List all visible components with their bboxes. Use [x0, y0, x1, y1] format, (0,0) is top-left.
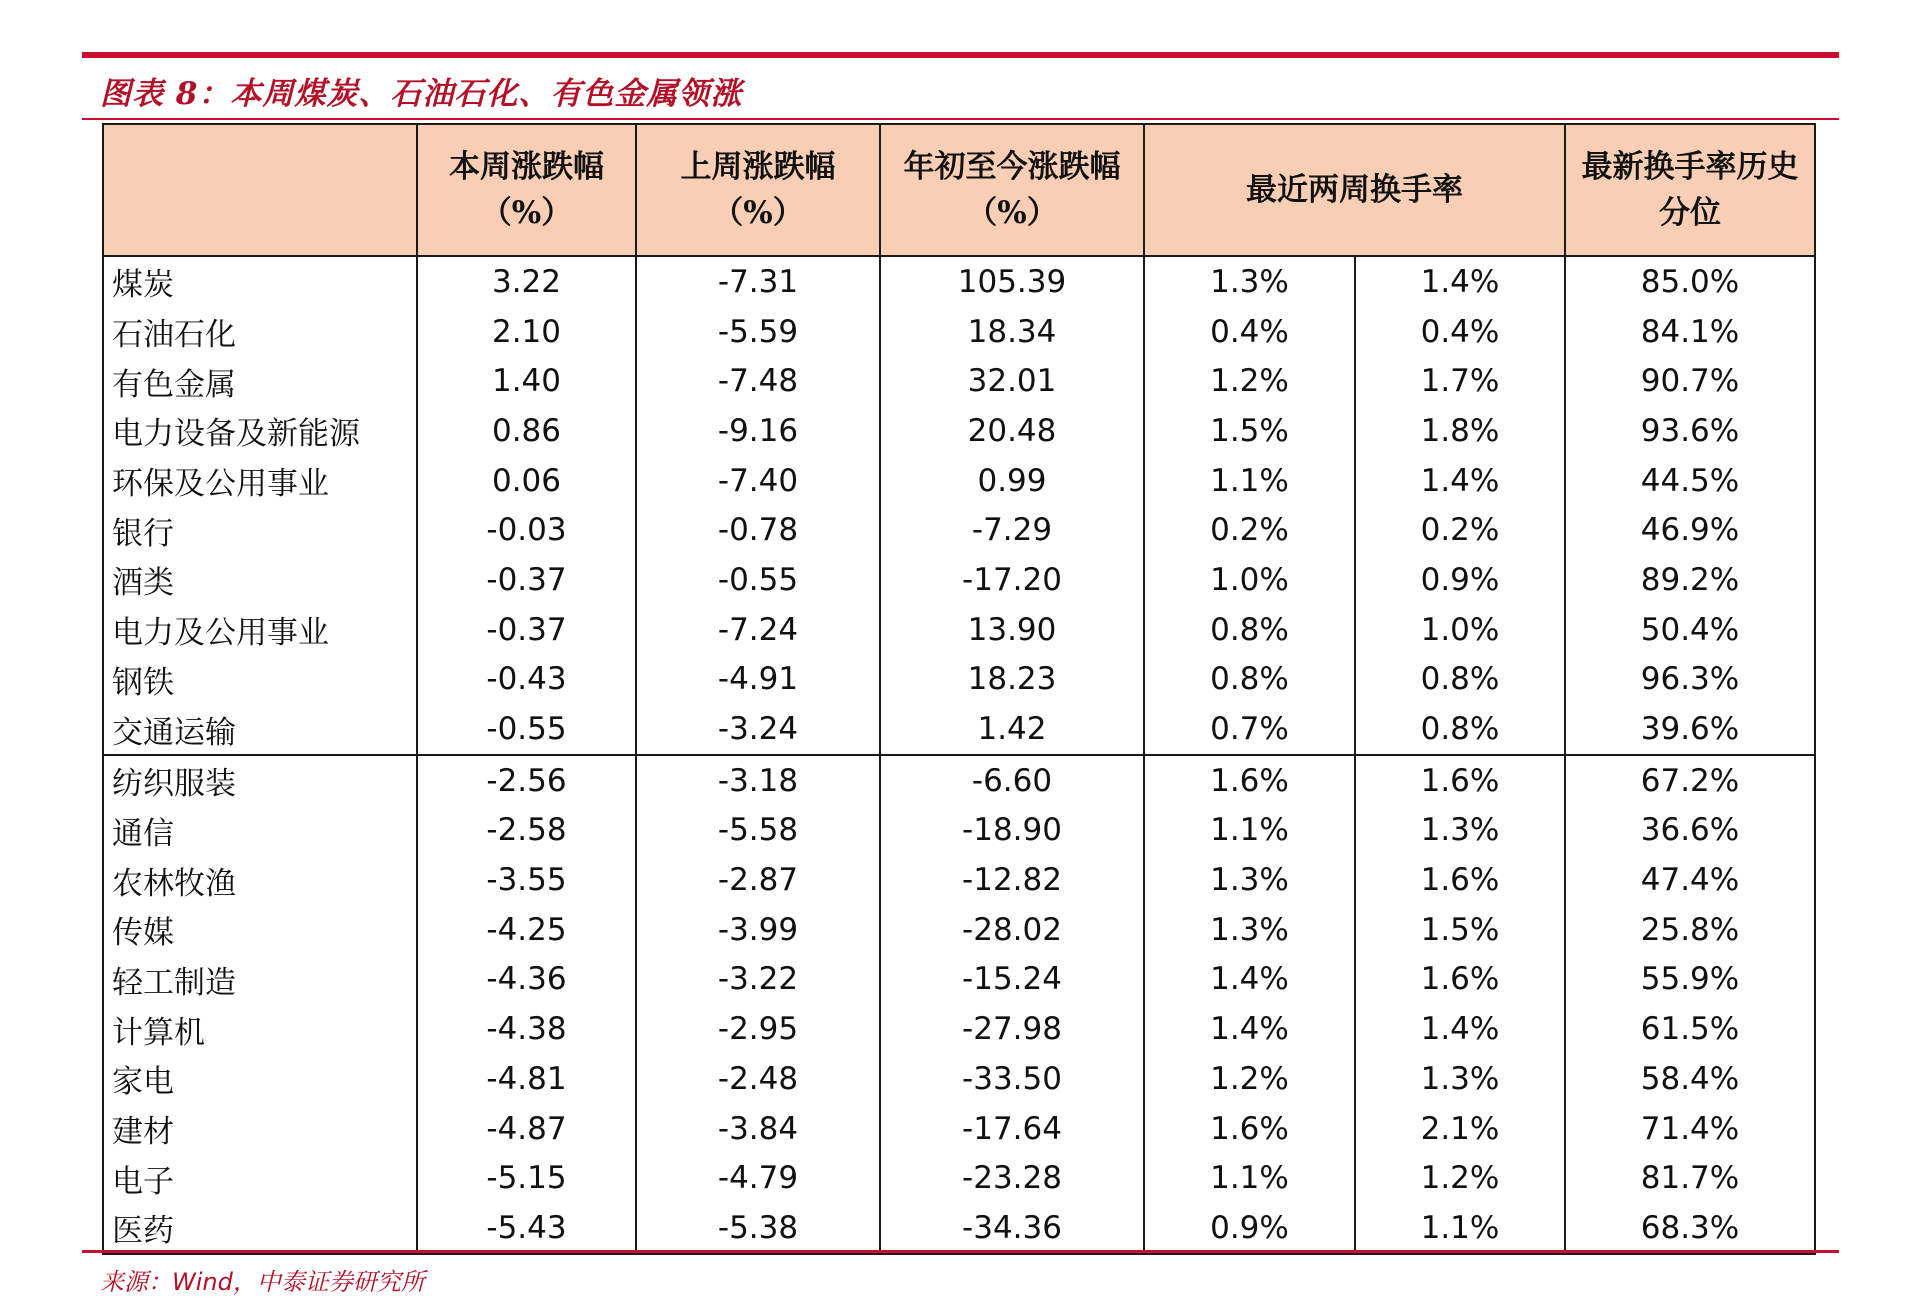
cell-last-week-change: -7.48: [636, 356, 880, 406]
cell-turnover-prev-week: 1.4%: [1144, 955, 1355, 1005]
cell-sector-name: 建材: [103, 1104, 417, 1154]
cell-last-week-change: -0.55: [636, 555, 880, 605]
cell-last-week-change: -5.58: [636, 806, 880, 856]
cell-sector-name: 计算机: [103, 1004, 417, 1054]
cell-turnover-this-week: 1.4%: [1355, 1004, 1565, 1054]
cell-turnover-this-week: 0.8%: [1355, 655, 1565, 705]
header-last-week-change: 上周涨跌幅（%）: [636, 124, 880, 256]
table-row: [103, 1004, 1815, 1054]
caption-rule: [82, 118, 1839, 120]
cell-turnover-prev-week: 0.7%: [1144, 704, 1355, 755]
cell-turnover-prev-week: 0.8%: [1144, 605, 1355, 655]
cell-turnover-percentile: 25.8%: [1565, 905, 1815, 955]
cell-last-week-change: -5.38: [636, 1203, 880, 1254]
cell-turnover-percentile: 50.4%: [1565, 605, 1815, 655]
cell-turnover-percentile: 47.4%: [1565, 855, 1815, 905]
cell-week-change: -4.81: [417, 1054, 636, 1104]
cell-week-change: -5.15: [417, 1153, 636, 1203]
cell-last-week-change: -4.91: [636, 655, 880, 705]
cell-turnover-prev-week: 1.6%: [1144, 755, 1355, 806]
cell-turnover-this-week: 2.1%: [1355, 1104, 1565, 1154]
cell-sector-name: 家电: [103, 1054, 417, 1104]
cell-week-change: -0.37: [417, 605, 636, 655]
cell-turnover-percentile: 96.3%: [1565, 655, 1815, 705]
cell-turnover-prev-week: 1.3%: [1144, 855, 1355, 905]
bottom-rule: [82, 1250, 1839, 1253]
cell-last-week-change: -3.24: [636, 704, 880, 755]
table-row: [103, 605, 1815, 655]
cell-last-week-change: -4.79: [636, 1153, 880, 1203]
table-row: [103, 1054, 1815, 1104]
table-row: [103, 356, 1815, 406]
cell-ytd-change: -6.60: [880, 755, 1144, 806]
cell-week-change: 0.06: [417, 456, 636, 506]
cell-turnover-prev-week: 1.1%: [1144, 806, 1355, 856]
cell-last-week-change: -3.18: [636, 755, 880, 806]
cell-sector-name: 通信: [103, 806, 417, 856]
table-row: [103, 555, 1815, 605]
cell-turnover-this-week: 1.6%: [1355, 855, 1565, 905]
top-rule: [82, 52, 1839, 58]
table-row: [103, 307, 1815, 357]
cell-sector-name: 电力及公用事业: [103, 605, 417, 655]
cell-turnover-prev-week: 0.8%: [1144, 655, 1355, 705]
cell-week-change: -4.38: [417, 1004, 636, 1054]
cell-ytd-change: -23.28: [880, 1153, 1144, 1203]
cell-ytd-change: -28.02: [880, 905, 1144, 955]
table-row: [103, 905, 1815, 955]
cell-ytd-change: -17.64: [880, 1104, 1144, 1154]
cell-sector-name: 传媒: [103, 905, 417, 955]
cell-last-week-change: -7.24: [636, 605, 880, 655]
table-row: [103, 704, 1815, 755]
cell-ytd-change: -12.82: [880, 855, 1144, 905]
cell-sector-name: 纺织服装: [103, 755, 417, 806]
sector-performance-table: [102, 123, 1816, 1255]
cell-turnover-percentile: 61.5%: [1565, 1004, 1815, 1054]
cell-turnover-percentile: 90.7%: [1565, 356, 1815, 406]
cell-ytd-change: -27.98: [880, 1004, 1144, 1054]
cell-week-change: -2.58: [417, 806, 636, 856]
cell-sector-name: 电子: [103, 1153, 417, 1203]
cell-turnover-prev-week: 1.2%: [1144, 356, 1355, 406]
cell-turnover-prev-week: 1.1%: [1144, 1153, 1355, 1203]
table-row: [103, 955, 1815, 1005]
cell-week-change: -2.56: [417, 755, 636, 806]
cell-week-change: -4.87: [417, 1104, 636, 1154]
cell-last-week-change: -7.31: [636, 256, 880, 307]
cell-week-change: -4.25: [417, 905, 636, 955]
table-row: [103, 1104, 1815, 1154]
cell-sector-name: 农林牧渔: [103, 855, 417, 905]
cell-turnover-percentile: 67.2%: [1565, 755, 1815, 806]
cell-turnover-percentile: 68.3%: [1565, 1203, 1815, 1254]
cell-last-week-change: -2.95: [636, 1004, 880, 1054]
cell-turnover-this-week: 1.2%: [1355, 1153, 1565, 1203]
cell-turnover-prev-week: 0.9%: [1144, 1203, 1355, 1254]
cell-turnover-percentile: 84.1%: [1565, 307, 1815, 357]
cell-ytd-change: 18.34: [880, 307, 1144, 357]
cell-turnover-prev-week: 1.3%: [1144, 905, 1355, 955]
cell-sector-name: 环保及公用事业: [103, 456, 417, 506]
cell-sector-name: 有色金属: [103, 356, 417, 406]
cell-week-change: -0.37: [417, 555, 636, 605]
cell-ytd-change: -15.24: [880, 955, 1144, 1005]
table-row: [103, 655, 1815, 705]
source-note: 来源：Wind，中泰证券研究所: [100, 1268, 425, 1296]
cell-turnover-this-week: 1.7%: [1355, 356, 1565, 406]
cell-turnover-this-week: 1.5%: [1355, 905, 1565, 955]
table-header: [103, 124, 1815, 256]
cell-ytd-change: 105.39: [880, 256, 1144, 307]
cell-turnover-percentile: 81.7%: [1565, 1153, 1815, 1203]
cell-turnover-this-week: 1.4%: [1355, 456, 1565, 506]
cell-turnover-percentile: 85.0%: [1565, 256, 1815, 307]
header-ytd-change: 年初至今涨跌幅（%）: [880, 124, 1144, 256]
header-week-change: 本周涨跌幅（%）: [417, 124, 636, 256]
table-row: [103, 256, 1815, 307]
cell-turnover-this-week: 1.6%: [1355, 955, 1565, 1005]
cell-week-change: 3.22: [417, 256, 636, 307]
cell-week-change: -4.36: [417, 955, 636, 1005]
cell-week-change: 1.40: [417, 356, 636, 406]
table-row: [103, 855, 1815, 905]
cell-sector-name: 银行: [103, 505, 417, 555]
cell-sector-name: 轻工制造: [103, 955, 417, 1005]
cell-sector-name: 医药: [103, 1203, 417, 1254]
table-row: [103, 456, 1815, 506]
cell-ytd-change: -7.29: [880, 505, 1144, 555]
cell-last-week-change: -7.40: [636, 456, 880, 506]
cell-turnover-prev-week: 1.5%: [1144, 406, 1355, 456]
cell-turnover-percentile: 71.4%: [1565, 1104, 1815, 1154]
table-body: [103, 256, 1815, 1254]
cell-turnover-percentile: 46.9%: [1565, 505, 1815, 555]
cell-turnover-prev-week: 1.3%: [1144, 256, 1355, 307]
header-sector: [103, 124, 417, 256]
table-row: [103, 1153, 1815, 1203]
cell-turnover-this-week: 1.6%: [1355, 755, 1565, 806]
cell-turnover-percentile: 39.6%: [1565, 704, 1815, 755]
cell-last-week-change: -3.99: [636, 905, 880, 955]
cell-turnover-this-week: 1.4%: [1355, 256, 1565, 307]
cell-last-week-change: -3.84: [636, 1104, 880, 1154]
cell-ytd-change: 0.99: [880, 456, 1144, 506]
cell-turnover-percentile: 89.2%: [1565, 555, 1815, 605]
cell-ytd-change: 18.23: [880, 655, 1144, 705]
header-turnover-two-weeks: 最近两周换手率: [1144, 124, 1565, 256]
cell-ytd-change: 1.42: [880, 704, 1144, 755]
cell-sector-name: 钢铁: [103, 655, 417, 705]
cell-turnover-prev-week: 1.0%: [1144, 555, 1355, 605]
cell-turnover-percentile: 44.5%: [1565, 456, 1815, 506]
cell-turnover-prev-week: 1.4%: [1144, 1004, 1355, 1054]
cell-turnover-percentile: 36.6%: [1565, 806, 1815, 856]
cell-last-week-change: -0.78: [636, 505, 880, 555]
cell-ytd-change: 32.01: [880, 356, 1144, 406]
table-row: [103, 505, 1815, 555]
table-row: [103, 406, 1815, 456]
cell-turnover-this-week: 0.2%: [1355, 505, 1565, 555]
cell-turnover-percentile: 58.4%: [1565, 1054, 1815, 1104]
cell-sector-name: 石油石化: [103, 307, 417, 357]
cell-sector-name: 交通运输: [103, 704, 417, 755]
table-row: [103, 1203, 1815, 1254]
cell-week-change: 0.86: [417, 406, 636, 456]
cell-turnover-this-week: 1.8%: [1355, 406, 1565, 456]
cell-week-change: -0.03: [417, 505, 636, 555]
cell-turnover-prev-week: 0.2%: [1144, 505, 1355, 555]
cell-turnover-this-week: 1.0%: [1355, 605, 1565, 655]
table-row: [103, 806, 1815, 856]
cell-ytd-change: -18.90: [880, 806, 1144, 856]
cell-turnover-prev-week: 0.4%: [1144, 307, 1355, 357]
header-turnover-percentile: 最新换手率历史分位: [1565, 124, 1815, 256]
cell-ytd-change: -34.36: [880, 1203, 1144, 1254]
table-row: [103, 755, 1815, 806]
figure-caption: 图表 8：本周煤炭、石油石化、有色金属领涨: [100, 76, 743, 112]
cell-turnover-prev-week: 1.1%: [1144, 456, 1355, 506]
cell-turnover-this-week: 1.3%: [1355, 1054, 1565, 1104]
cell-ytd-change: 13.90: [880, 605, 1144, 655]
cell-sector-name: 煤炭: [103, 256, 417, 307]
cell-week-change: 2.10: [417, 307, 636, 357]
cell-turnover-this-week: 0.9%: [1355, 555, 1565, 605]
cell-turnover-prev-week: 1.2%: [1144, 1054, 1355, 1104]
cell-turnover-this-week: 0.8%: [1355, 704, 1565, 755]
cell-turnover-this-week: 0.4%: [1355, 307, 1565, 357]
cell-ytd-change: -17.20: [880, 555, 1144, 605]
cell-sector-name: 电力设备及新能源: [103, 406, 417, 456]
cell-last-week-change: -2.48: [636, 1054, 880, 1104]
cell-week-change: -0.55: [417, 704, 636, 755]
cell-last-week-change: -3.22: [636, 955, 880, 1005]
cell-week-change: -3.55: [417, 855, 636, 905]
cell-turnover-percentile: 55.9%: [1565, 955, 1815, 1005]
cell-last-week-change: -9.16: [636, 406, 880, 456]
cell-sector-name: 酒类: [103, 555, 417, 605]
cell-ytd-change: 20.48: [880, 406, 1144, 456]
cell-turnover-this-week: 1.3%: [1355, 806, 1565, 856]
cell-week-change: -0.43: [417, 655, 636, 705]
cell-last-week-change: -2.87: [636, 855, 880, 905]
cell-week-change: -5.43: [417, 1203, 636, 1254]
cell-ytd-change: -33.50: [880, 1054, 1144, 1104]
cell-last-week-change: -5.59: [636, 307, 880, 357]
cell-turnover-prev-week: 1.6%: [1144, 1104, 1355, 1154]
cell-turnover-this-week: 1.1%: [1355, 1203, 1565, 1254]
cell-turnover-percentile: 93.6%: [1565, 406, 1815, 456]
